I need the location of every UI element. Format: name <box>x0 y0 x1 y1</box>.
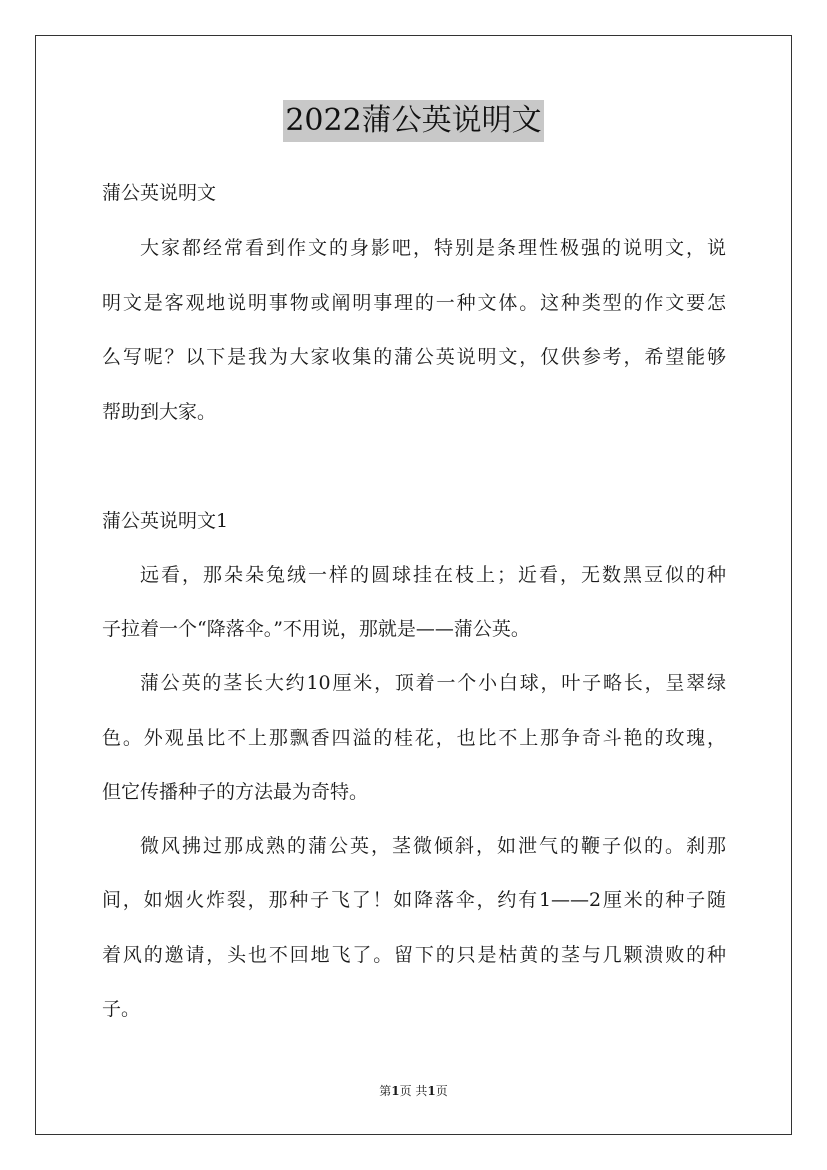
page-footer <box>0 1083 827 1099</box>
p1-line-1: 远看，那朵朵兔绒一样的圆球挂在枝上；近看，无数黑豆似的种 <box>140 564 726 586</box>
p2-line-1: 蒲公英的茎长大约10厘米，顶着一个小白球，叶子略长，呈翠绿 <box>140 672 726 694</box>
intro-line-3: 么写呢？以下是我为大家收集的蒲公英说明文，仅供参考，希望能够 <box>102 346 726 368</box>
p3-line-1: 微风拂过那成熟的蒲公英，茎微倾斜，如泄气的鞭子似的。刹那 <box>140 835 726 857</box>
heading-section-1: 蒲公英说明文1 <box>102 510 229 532</box>
page-suffix: 页 <box>435 1084 448 1098</box>
p3-line-4: 子。 <box>102 998 141 1020</box>
document-title: 2022蒲公英说明文 <box>283 100 543 142</box>
title-area <box>0 100 827 142</box>
p1-line-2: 子拉着一个“降落伞。”不用说，那就是——蒲公英。 <box>102 618 530 640</box>
p3-line-3: 着风的邀请，头也不回地飞了。留下的只是枯黄的茎与几颗溃败的种 <box>102 944 726 966</box>
p2-line-2: 色。外观虽比不上那飘香四溢的桂花，也比不上那争奇斗艳的玫瑰， <box>102 727 726 749</box>
page-current: 1 <box>391 1084 400 1098</box>
page-prefix: 第 <box>379 1084 392 1098</box>
heading-section-intro: 蒲公英说明文 <box>102 182 217 204</box>
intro-line-2: 明文是客观地说明事物或阐明事理的一种文体。这种类型的作文要怎 <box>102 292 726 314</box>
page-total: 1 <box>427 1084 436 1098</box>
p2-line-3: 但它传播种子的方法最为奇特。 <box>102 781 369 803</box>
intro-line-1: 大家都经常看到作文的身影吧，特别是条理性极强的说明文，说 <box>140 237 726 259</box>
p3-line-2: 间，如烟火炸裂，那种子飞了！如降落伞，约有1——2厘米的种子随 <box>102 889 726 911</box>
intro-line-4: 帮助到大家。 <box>102 401 217 423</box>
page-mid: 页 共 <box>399 1084 428 1098</box>
